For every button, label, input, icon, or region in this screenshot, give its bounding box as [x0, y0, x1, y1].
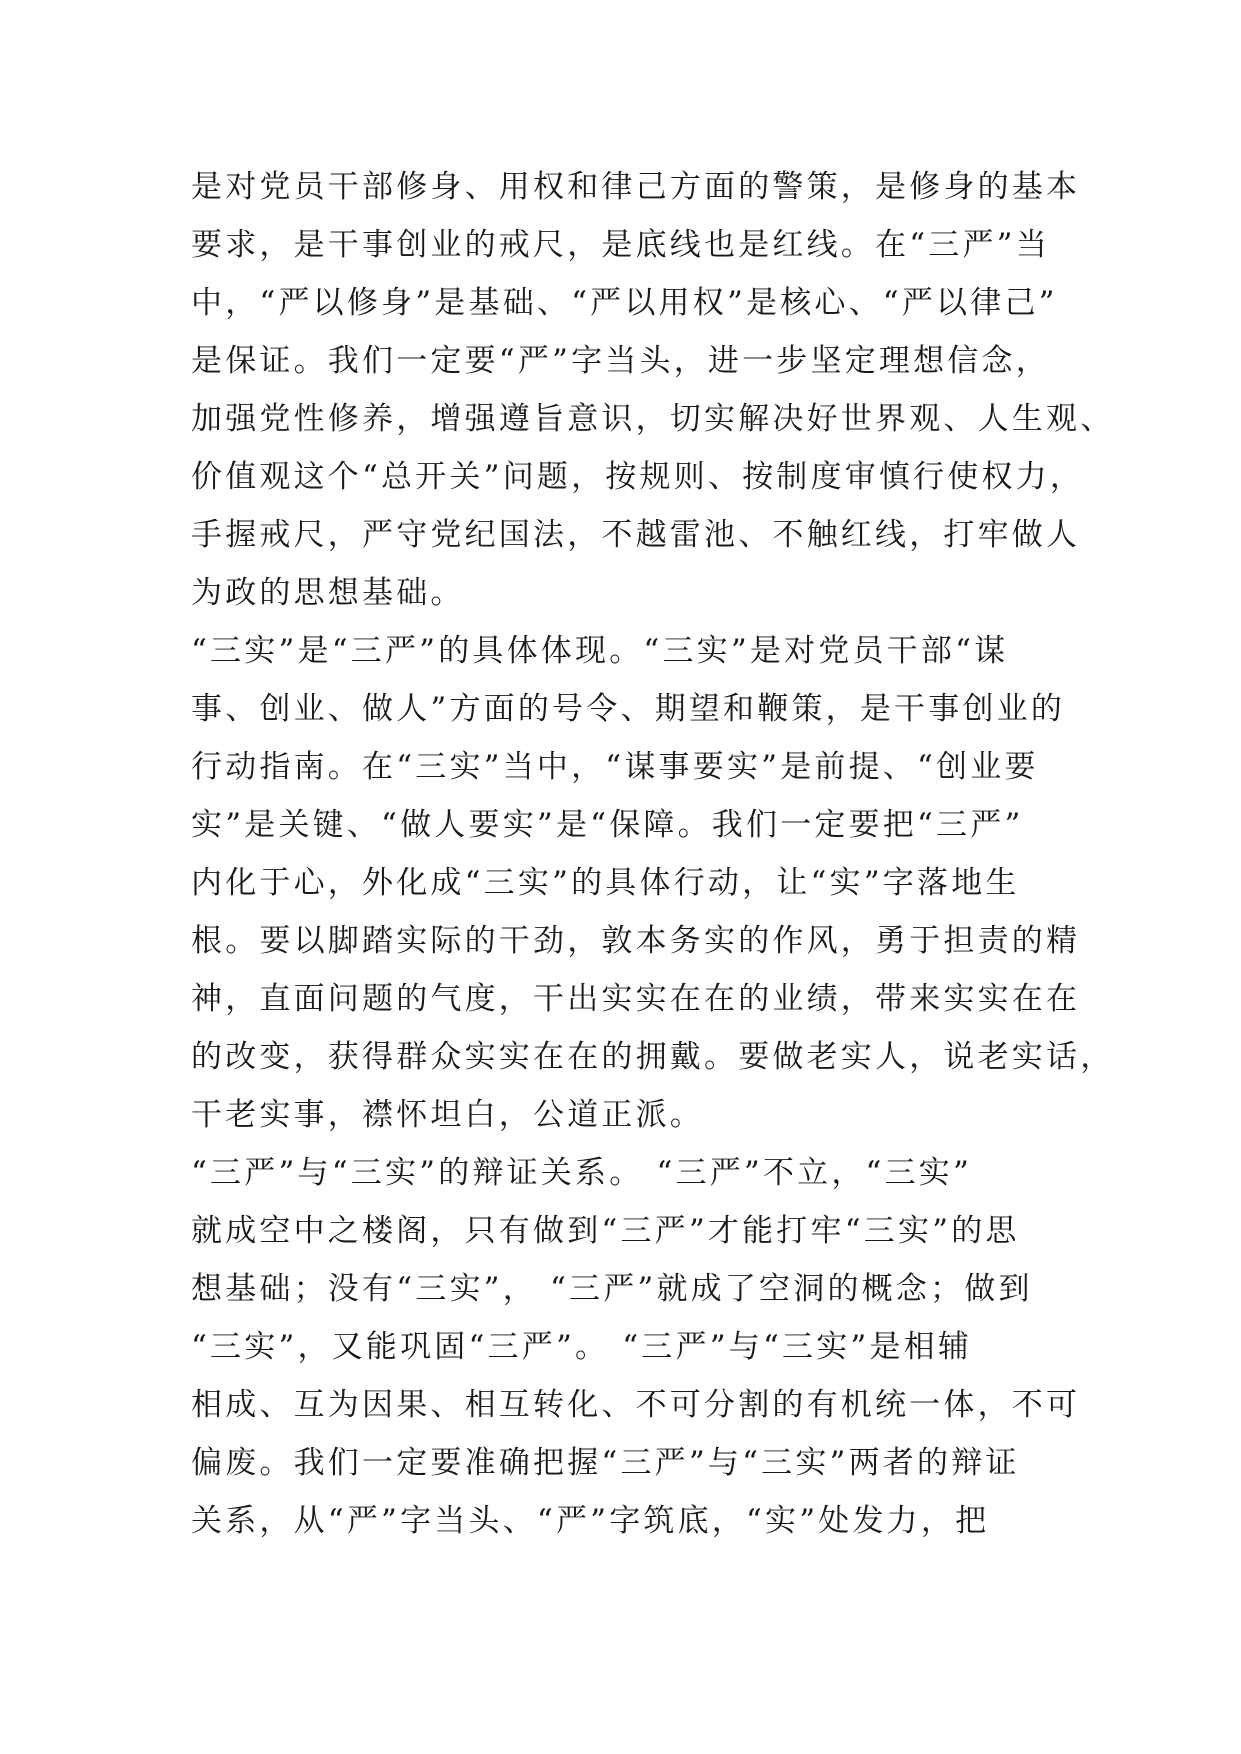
text-line: 偏废。我们一定要准确把握“三严”与“三实”两者的辩证	[191, 1445, 1020, 1481]
text-line: 关系，从“严”字当头、“严”字筑底，“实”处发力，把	[191, 1503, 990, 1539]
text-line: 事、创业、做人”方面的号令、期望和鞭策，是干事创业的	[191, 691, 1066, 727]
text-line: 的改变，获得群众实实在在的拥戴。要做老实人，说老实话，	[191, 1039, 1115, 1075]
text-line: 价值观这个“总开关”问题，按规则、按制度审慎行使权力，	[191, 459, 1085, 495]
body-text	[191, 158, 1115, 1550]
text-line: 实”是关键、“做人要实”是“保障。我们一定要把“三严”	[191, 807, 1024, 843]
text-line: “三严”与“三实”的辩证关系。 “三严”不立，“三实”	[191, 1155, 973, 1191]
text-line: 手握戒尺，严守党纪国法，不越雷池、不触红线，打牢做人	[191, 517, 1081, 553]
text-line: “三实”，又能巩固“三严”。 “三严”与“三实”是相辅	[191, 1329, 973, 1365]
text-line: 要求，是干事创业的戒尺，是底线也是红线。在“三严”当	[191, 227, 1050, 263]
text-line: 中，“严以修身”是基础、“严以用权”是核心、“严以律己”	[191, 285, 1058, 321]
text-line: 行动指南。在“三实”当中，“谋事要实”是前提、“创业要	[191, 749, 1039, 785]
text-line: 是对党员干部修身、用权和律己方面的警策，是修身的基本	[191, 169, 1081, 205]
text-line: “三实”是“三严”的具体体现。“三实”是对党员干部“谋	[191, 633, 1009, 669]
text-line: 干老实事，襟怀坦白，公道正派。	[191, 1097, 704, 1133]
text-line: 根。要以脚踏实际的干劲，敦本务实的作风，勇于担责的精	[191, 923, 1081, 959]
text-line: 神，直面问题的气度，干出实实在在的业绩，带来实实在在	[191, 981, 1081, 1017]
text-line: 加强党性修养，增强遵旨意识，切实解决好世界观、人生观、	[191, 401, 1115, 437]
text-line: 是保证。我们一定要“严”字当头，进一步坚定理想信念，	[191, 343, 1050, 379]
text-line: 为政的思想基础。	[191, 575, 465, 611]
text-line: 内化于心，外化成“三实”的具体行动，让“实”字落地生	[191, 865, 1020, 901]
text-line: 就成空中之楼阁，只有做到“三严”才能打牢“三实”的思	[191, 1213, 1020, 1249]
text-line: 想基础；没有“三实”， “三严”就成了空洞的概念；做到	[191, 1271, 1033, 1307]
text-line: 相成、互为因果、相互转化、不可分割的有机统一体，不可	[191, 1387, 1081, 1423]
